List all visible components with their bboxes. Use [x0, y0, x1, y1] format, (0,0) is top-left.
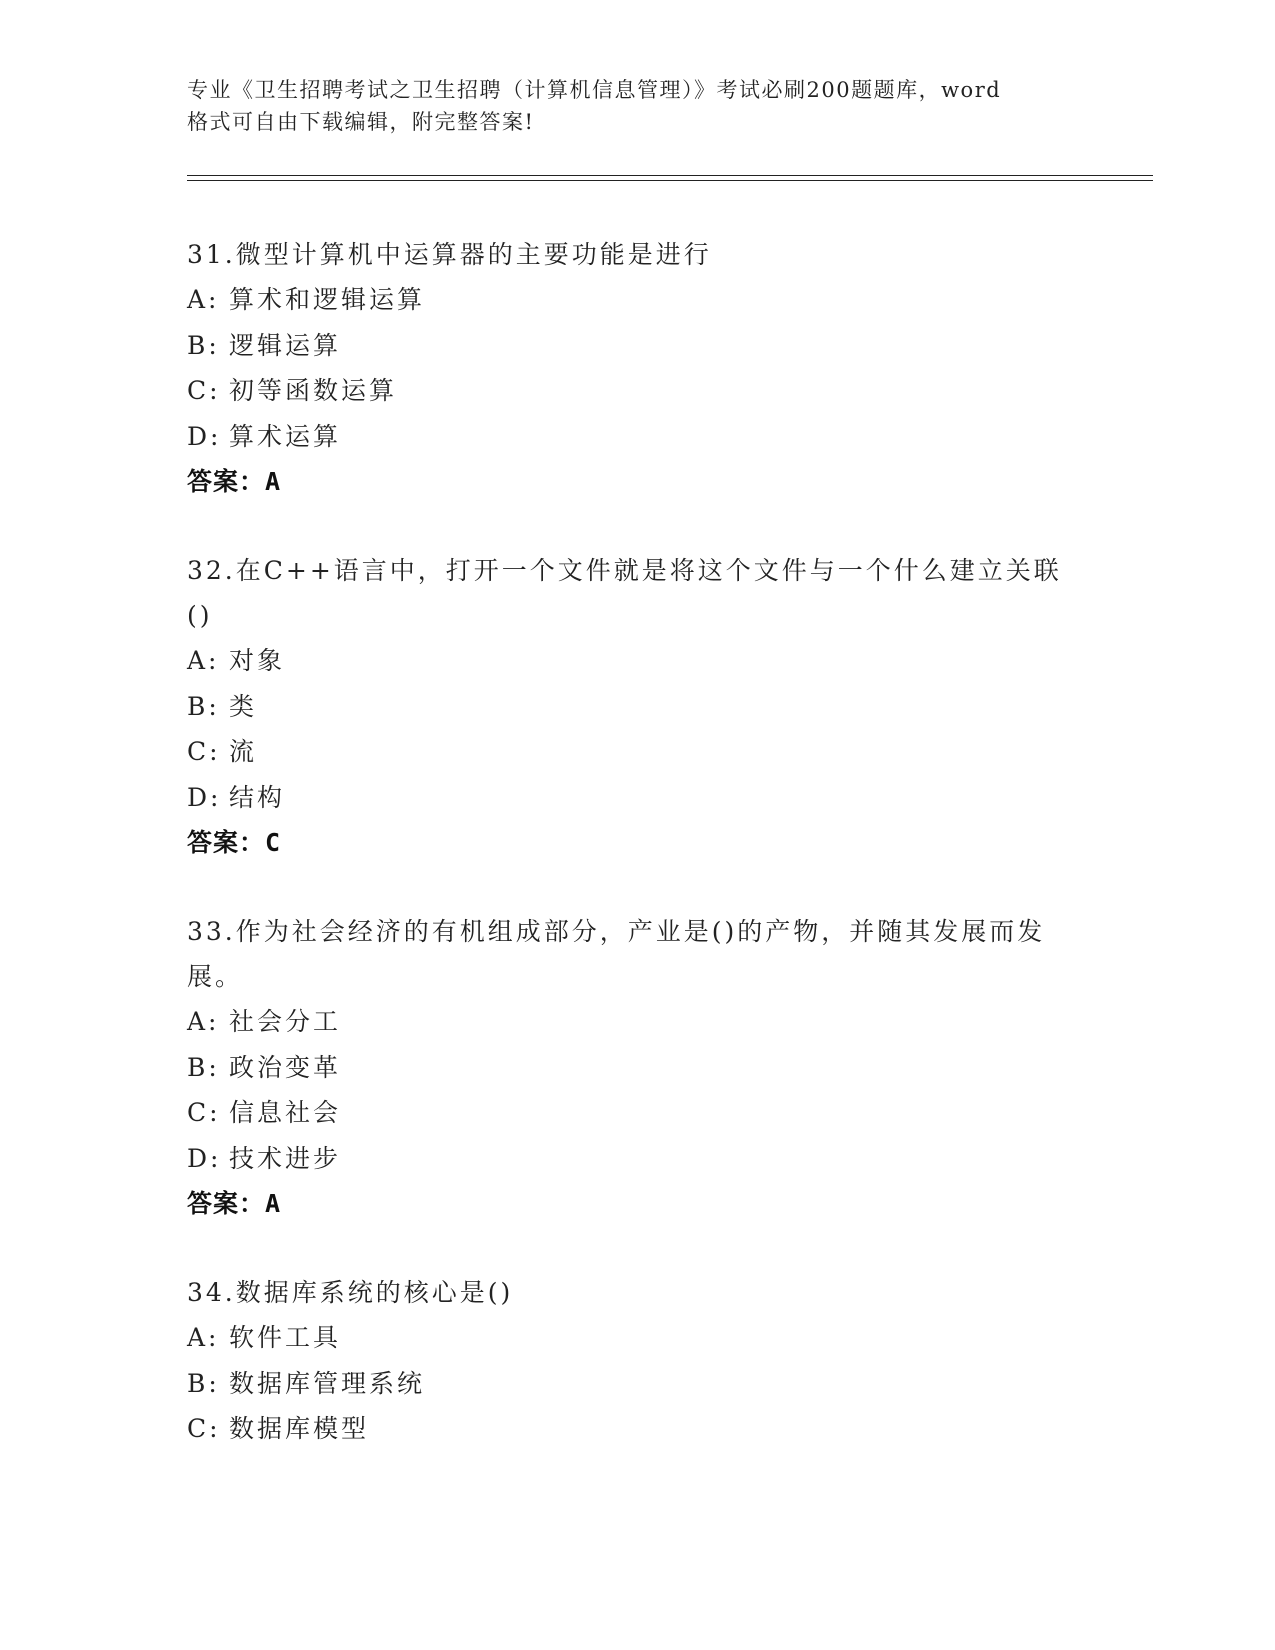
- question-stem: 33.作为社会经济的有机组成部分，产业是()的产物，并随其发展而发展。: [187, 917, 1046, 991]
- question-stem: 32.在C++语言中，打开一个文件就是将这个文件与一个什么建立关联(): [187, 556, 1062, 630]
- question-list: [187, 232, 1087, 1496]
- option-c: [187, 1406, 1087, 1452]
- option-text: 对象: [229, 646, 286, 675]
- option-letter: B:: [187, 1052, 220, 1082]
- option-text: 初等函数运算: [229, 376, 398, 405]
- option-a: [187, 638, 1087, 684]
- option-letter: A:: [187, 285, 220, 314]
- header-divider-bottom: [187, 180, 1153, 181]
- option-b: [187, 1045, 1087, 1091]
- option-c: [187, 368, 1087, 414]
- option-letter: C:: [187, 1098, 221, 1127]
- option-letter: A:: [187, 646, 220, 675]
- question-34: [187, 1270, 1087, 1452]
- option-b: [187, 684, 1087, 730]
- option-text: 结构: [229, 782, 286, 812]
- option-text: 流: [229, 737, 258, 766]
- option-c: [187, 1090, 1087, 1136]
- option-text: 信息社会: [229, 1098, 342, 1127]
- option-letter: A:: [187, 1323, 220, 1352]
- option-d: [187, 414, 1087, 460]
- option-text: 类: [229, 691, 258, 721]
- option-text: 算术运算: [229, 421, 342, 451]
- option-text: 政治变革: [229, 1052, 342, 1082]
- option-letter: D:: [187, 421, 222, 451]
- option-letter: C:: [187, 376, 221, 405]
- option-text: 数据库模型: [229, 1414, 370, 1443]
- answer-line: 答案：A: [187, 467, 282, 496]
- option-letter: B:: [187, 691, 220, 721]
- option-b: [187, 1361, 1087, 1407]
- document-header: [187, 74, 1087, 138]
- option-a: [187, 1315, 1087, 1361]
- option-letter: B:: [187, 330, 220, 360]
- option-text: 数据库管理系统: [229, 1368, 426, 1398]
- option-text: 软件工具: [229, 1323, 342, 1352]
- question-stem: 31.微型计算机中运算器的主要功能是进行: [187, 240, 712, 269]
- option-text: 逻辑运算: [229, 330, 342, 360]
- option-letter: D:: [187, 782, 222, 812]
- option-letter: C:: [187, 737, 221, 766]
- option-letter: B:: [187, 1368, 220, 1398]
- option-a: [187, 999, 1087, 1045]
- header-line-2: 格式可自由下载编辑，附完整答案!: [187, 110, 535, 134]
- question-31: [187, 232, 1087, 504]
- option-letter: A:: [187, 1007, 220, 1036]
- option-d: [187, 1136, 1087, 1182]
- option-text: 技术进步: [229, 1143, 342, 1173]
- header-divider-top: [187, 175, 1153, 176]
- answer-line: 答案：A: [187, 1189, 282, 1218]
- answer-line: 答案：C: [187, 828, 282, 857]
- option-letter: C:: [187, 1414, 221, 1443]
- header-line-1: 专业《卫生招聘考试之卫生招聘（计算机信息管理）》考试必刷200题题库，word: [187, 78, 1002, 102]
- option-letter: D:: [187, 1143, 222, 1173]
- option-d: [187, 775, 1087, 821]
- question-33: [187, 909, 1087, 1226]
- question-stem: 34.数据库系统的核心是(): [187, 1278, 514, 1307]
- option-a: [187, 277, 1087, 323]
- question-32: [187, 548, 1087, 865]
- option-c: [187, 729, 1087, 775]
- option-b: [187, 323, 1087, 369]
- option-text: 算术和逻辑运算: [229, 285, 426, 314]
- option-text: 社会分工: [229, 1007, 342, 1036]
